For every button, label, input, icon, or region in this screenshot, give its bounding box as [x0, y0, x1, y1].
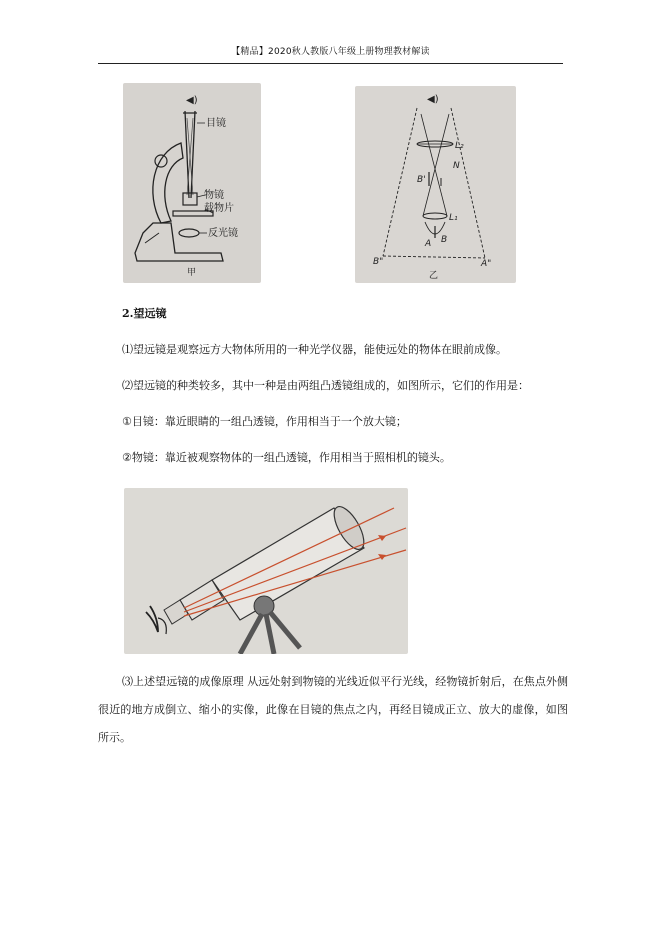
paragraph-1: ⑴望远镜是观察远方大物体所用的一种光学仪器，能使远处的物体在眼前成像。	[122, 343, 507, 356]
microscope-figure	[123, 83, 261, 283]
paragraph-4: ②物镜：靠近被观察物体的一组凸透镜，作用相当于照相机的镜头。	[122, 451, 451, 464]
label-B-prime: B'	[417, 175, 426, 185]
telescope-figure	[124, 488, 408, 654]
label-N: N	[453, 161, 460, 171]
paragraph-2: ⑵望远镜的种类较多，其中一种是由两组凸透镜组成的，如图所示，它们的作用是：	[122, 379, 529, 392]
label-mirror: 反光镜	[208, 228, 238, 239]
header-rule	[98, 63, 563, 64]
telescope-drawing	[124, 488, 408, 654]
label-caption-yi: 乙	[429, 271, 439, 281]
label-stage: 载物片	[204, 203, 234, 214]
label-caption-jia: 甲	[187, 268, 197, 278]
microscope-drawing	[123, 83, 261, 283]
label-L1: L₁	[449, 213, 458, 223]
ray-diagram-figure	[355, 86, 516, 283]
section-title: 2.望远镜	[122, 307, 167, 320]
label-eyepiece: 目镜	[206, 118, 226, 129]
ray-diagram-drawing	[355, 86, 516, 283]
label-A-double: A"	[481, 259, 492, 269]
page-header: 【精品】2020秋人教版八年级上册物理教材解读	[231, 47, 430, 57]
paragraph-3: ①目镜：靠近眼睛的一组凸透镜，作用相当于一个放大镜；	[122, 415, 407, 428]
eye-icon: ◀)	[186, 95, 198, 106]
label-B-double: B"	[373, 257, 384, 267]
eye-icon: ◀)	[427, 94, 439, 105]
paragraph-5: ⑶上述望远镜的成像原理 从远处射到物镜的光线近似平行光线，经物镜折射后，在焦点外侧很近的地方成倒立、缩小的实像，此像在目镜的焦点之内，再经目镜成正立、放大的虚像，如图所示。	[98, 675, 568, 744]
label-objective: 物镜	[204, 190, 224, 201]
label-A: A	[425, 239, 432, 249]
label-L2: L₂	[455, 141, 464, 151]
label-B: B	[441, 235, 448, 245]
